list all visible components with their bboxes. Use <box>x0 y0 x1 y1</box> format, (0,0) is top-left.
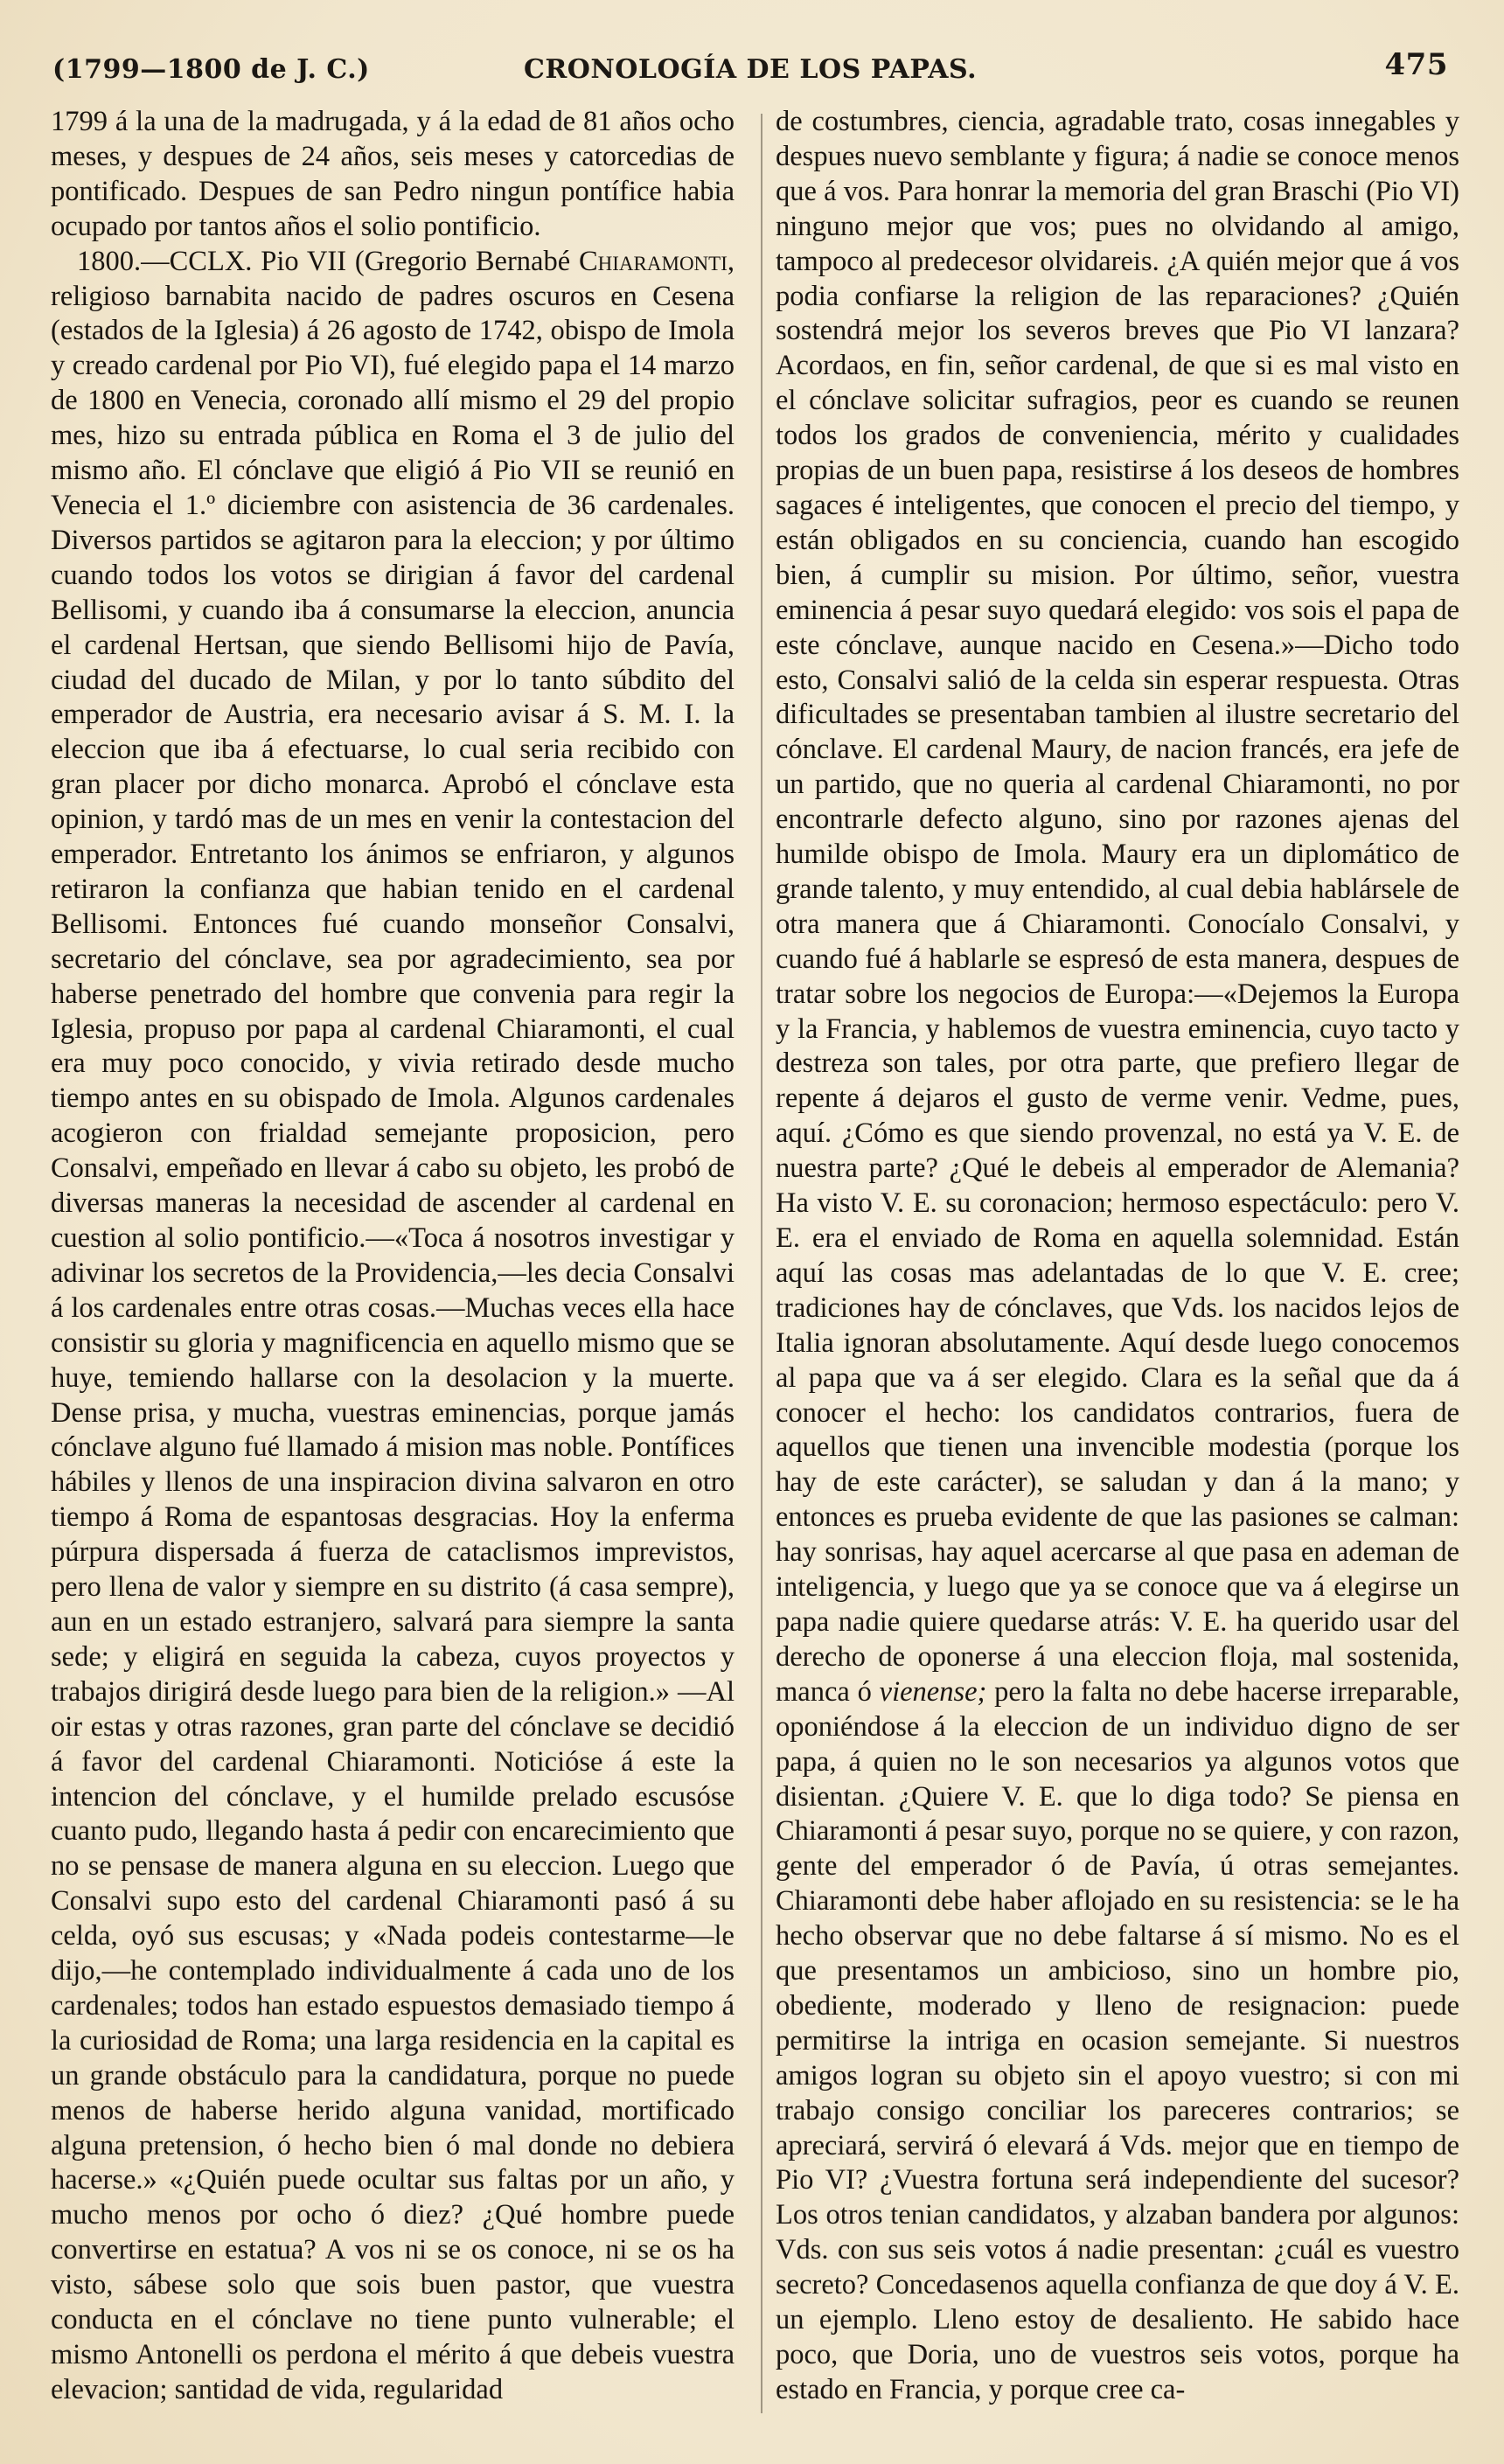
paragraph <box>776 105 1459 2408</box>
left-column <box>51 105 735 2408</box>
text-run: pero la falta no debe hacerse irreparable, oponiéndose á la eleccion de un individuo digno de ser papa, á quien no le son necesarios ya algunos votos que disientan. ¿Quiere V. E. que lo diga todo? Se piensa en Chiaramonti á pesar suyo, porque no se quiere, y con razon, gente del emperador ó de Pavía, ú otras semejantes. Chiaramonti debe haber aflojado en su resistencia: se le ha hecho observar que no debe faltarse á sí mismo. No es el que presentamos un ambicioso, sino un hombre pio, obediente, moderado y lleno de resignacion: puede permitirse la intriga en ocasion semejante. Si nuestros amigos logran su objeto sin el apoyo vuestro; si con mi trabajo consigo conciliar los pareceres contrarios; se apreciará, servirá ó elevará á Vds. mejor que en tiempo de Pio VI? ¿Vuestra fortuna será independiente del sucesor? Los otros tenian candidatos, y alzaban bandera por algunos: Vds. con sus seis votos á nadie presentan: ¿cuál es vuestro secreto? Concedasenos aquella confianza de que doy á V. E. un ejemplo. Lleno estoy de desaliento. He sabido hace poco, que Doria, uno de vuestros seis votos, porque ha estado en Francia, y porque cree ca- <box>776 1675 1459 2405</box>
paragraph <box>51 245 735 2408</box>
header-date-range: (1799—1800 de J. C.) <box>52 54 370 85</box>
column-divider <box>761 114 762 2413</box>
right-column <box>776 105 1459 2408</box>
running-header <box>52 47 1448 98</box>
paragraph: 1799 á la una de la madrugada, y á la edad de 81 años ocho meses, y despues de 24 años, seis meses y catorcedias de pontificado. Despues de san Pedro ningun pontífice habia ocupado por tantos años el solio pontificio. <box>51 106 735 242</box>
entry-surname: Chiaramonti <box>578 245 728 277</box>
page-number: 475 <box>1384 47 1448 82</box>
entry-text: , religioso barnabita nacido de padres oscuros en Cesena (estados de la Iglesia) á 26 agosto de 1742, obispo de Imola y creado cardenal por Pio VI), fué elegido papa el 14 marzo de 1800 en Venecia, coronado allí mismo el 29 del propio mes, hizo su entrada pública en Roma el 3 de julio del mismo año. El cónclave que eligió á Pio VII se reunió en Venecia el 1.º diciembre con asistencia de 36 cardenales. Diversos partidos se agitaron para la eleccion; y por último cuando todos los votos se dirigian á favor del cardenal Bellisomi, y cuando iba á consumarse la eleccion, anuncia el cardenal Hertsan, que siendo Bellisomi hijo de Pavía, ciudad del ducado de Milan, y por lo tanto súbdito del emperador de Austria, era necesario avisar á S. M. I. la eleccion que iba á efectuarse, lo cual seria recibido con gran placer por dicho monarca. Aprobó el cónclave esta opinion, y tardó mas de un mes en venir la contestacion del emperador. Entretanto los ánimos se enfriaron, y algunos retiraron la confianza que habian tenido en el cardenal Bellisomi. Entonces fué cuando monseñor Consalvi, secretario del cónclave, sea por agradecimiento, sea por haberse penetrado del hombre que convenia para regir la Iglesia, propuso por papa al cardenal Chiaramonti, el cual era muy poco conocido, y vivia retirado desde mucho tiempo antes en su obispado de Imola. Algunos cardenales acogieron con frialdad semejante proposicion, pero Consalvi, empeñado en llevar á cabo su objeto, les probó de diversas maneras la necesidad de ascender al cardenal en cuestion al solio pontificio.—«Toca á nosotros investigar y adivinar los secretos de la Providencia,—les decia Consalvi á los cardenales entre otras cosas.—Muchas veces ella hace consistir su gloria y magnificencia en aquello mismo que se huye, temiendo hallarse con la desolacion y la muerte. Dense prisa, y mucha, vuestras eminencias, porque jamás cónclave alguno fué llamado á mision mas noble. Pontífices hábiles y llenos de una inspiracion divina salvaron en otro tiempo á Roma de espantosas desgracias. Hoy la enferma púrpura dispersada á fuerza de cataclismos imprevistos, pero llena de valor y siempre en su distrito (á casa sempre), aun en un estado estranjero, salvará para siempre la santa sede; y eligirá en seguida la cabeza, cuyos proyectos y trabajos dirigirá desde luego para bien de la religion.» —Al oir estas y otras razones, gran parte del cónclave se decidió á favor del cardenal Chiaramonti. Noticióse á este la intencion del cónclave, y el humilde prelado escusóse cuanto pudo, llegando hasta á pedir con encarecimiento que no se pensase de manera alguna en su eleccion. Luego que Consalvi supo esto del cardenal Chiaramonti pasó á su celda, oyó sus escusas; y «Nada podeis contestarme—le dijo,—he contemplado individualmente á cada uno de los cardenales; todos han estado espuestos demasiado tiempo á la curiosidad de Roma; una larga residencia en la capital es un grande obstáculo para la candidatura, porque no puede menos de haberse herido alguna vanidad, mortificado alguna pretension, ó hecho bien ó mal donde no debiera hacerse.» «¿Quién puede ocultar sus faltas por un año, y mucho menos por ocho ó diez? ¿Qué hombre puede convertirse en estatua? A vos ni se os conoce, ni se os ha visto, sábese solo que sois buen pastor, que vuestra conducta en el cónclave no tiene punto vulnerable; el mismo Antonelli os perdona el mérito á que debeis vuestra elevacion; santidad de vida, regularidad <box>51 245 735 2405</box>
entry-lead: 1800.—CCLX. Pio VII (Gregorio Bernabé <box>77 245 579 277</box>
text-run: de costumbres, ciencia, agradable trato, cosas innegables y despues nuevo semblante y figura; á nadie se conoce menos que á vos. Para honrar la memoria del gran Braschi (Pio VI) ninguno mejor que vos; pues no olvidando al amigo, tampoco al predecesor olvidareis. ¿A quién mejor que á vos podia confiarse la religion de las reparaciones? ¿Quién sostendrá mejor los severos breves que Pio VI lanzara? Acordaos, en fin, señor cardenal, de que si es mal visto en el cónclave solicitar sufragios, peor es cuando se reunen todos los grados de conveniencia, mérito y cualidades propias de un buen papa, resistirse á los deseos de hombres sagaces é inteligentes, que conocen el precio del tiempo, y están obligados en su conciencia, cuando han escogido bien, á cumplir su mision. Por último, señor, vuestra eminencia á pesar suyo quedará elegido: vos sois el papa de este cónclave, aunque nacido en Cesena.»—Dicho todo esto, Consalvi salió de la celda sin esperar respuesta. Otras dificultades se presentaban tambien al ilustre secretario del cónclave. El cardenal Maury, de nacion francés, era jefe de un partido, que no queria al cardenal Chiaramonti, no por encontrarle defecto alguno, sino por razones ajenas del humilde obispo de Imola. Maury era un diplomático de grande talento, y muy entendido, al cual debia hablársele de otra manera que á Chiaramonti. Conocíalo Consalvi, y cuando fué á hablarle se espresó de esta manera, despues de tratar sobre los negocios de Europa:—«Dejemos la Europa y la Francia, y hablemos de vuestra eminencia, cuyo tacto y destreza son tales, por otra parte, que prefiero llegar de repente á dejaros el gusto de verme venir. Vedme, pues, aquí. ¿Cómo es que siendo provenzal, no está ya V. E. de nuestra parte? ¿Qué le debeis al emperador de Alemania? Ha visto V. E. su coronacion; hermoso espectáculo: pero V. E. era el enviado de Roma en aquella solemnidad. Están aquí las cosas mas adelantadas de lo que V. E. cree; tradiciones hay de cónclaves, que Vds. los nacidos lejos de Italia ignoran absolutamente. Aquí desde luego conocemos al papa que va á ser elegido. Clara es la señal que da á conocer el hecho: los candidatos contrarios, fuera de aquellos que tienen una invencible modestia (porque los hay de este carácter), se saludan y dan á la mano; y entonces es prueba evidente de que las pasiones se calman: hay sonrisas, hay aquel acercarse al que pasa en ademan de inteligencia, y luego que ya se conoce que va á elegirse un papa nadie quiere quedarse atrás: V. E. ha querido usar del derecho de oponerse á una eleccion floja, mal sostenida, manca ó <box>776 106 1459 1708</box>
header-title: CRONOLOGÍA DE LOS PAPAS. <box>523 54 978 85</box>
italic-term: vienense; <box>879 1675 987 1708</box>
